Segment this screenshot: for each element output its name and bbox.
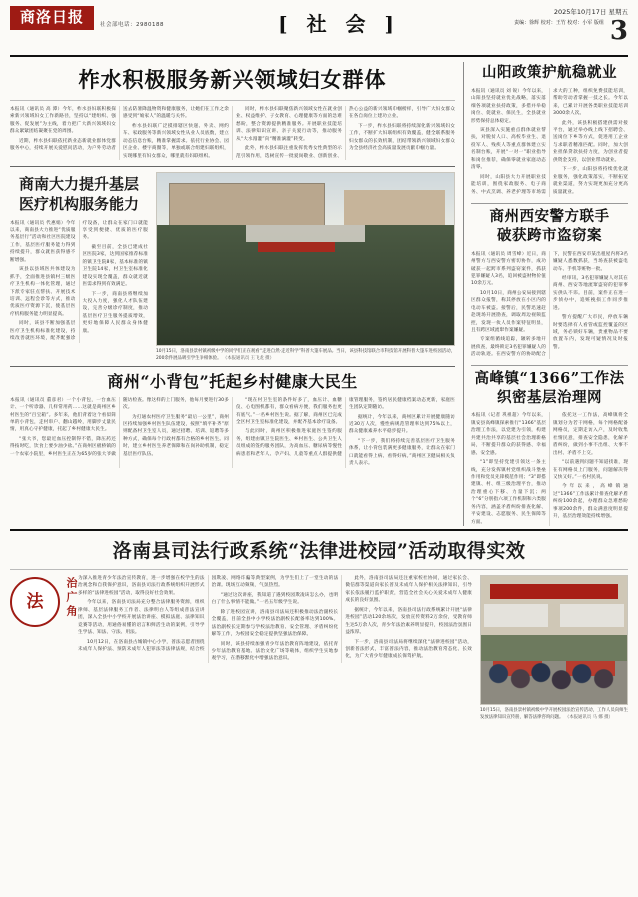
article-paragraph: 该县深入实施重点群体就业帮扶，对脱贫人口、高校毕业生、退役军人、残疾人等重点群体建立实名制台账，开展“一对一”职业指导和岗位推荐，确保零就业家庭动态清零。 [471, 128, 547, 171]
article-paragraph: 与此同时，商州区积极推进家庭医生签约服务，组建由镇卫生院医生、乡村医生、公共卫生人员组成的签约服务团队，为高血压、糖尿病等慢性病患者和老年人、孕产妇、儿童等重点人群提供健康管理服务，签约居民健康档案动态更新，家庭医生团队定期随访。 [236, 397, 455, 457]
article-paragraph: 同时，柞水县妇联聚焦新兴领域女性在就业创业、权益维护、子女教育、心理健康等方面的急难愁盼，整合资源提供精准服务。开展职业技能培训、法律知识宣讲、亲子关爱行动等，推动服务从“大水漫灌”向“精准滴灌”转变。 [236, 107, 342, 142]
article-paragraph: “现在村卫生室的条件好多了，血压计、血糖仪、心电图机都有，群众看病方便，我们服务也更有底气。”一名乡村医生说。据了解，商州区已完成全区村卫生室标准化建设，并配齐基本诊疗设备。 [236, 397, 342, 426]
article-paragraph: 此外，洛南县司法局还注重家校社协同，通过家长会、微信群等渠道向家长普及未成年人保护相关法律知识，引导家长依法履行监护职责，营造全社会关心关爱未成年人健康成长的良好氛围。 [345, 576, 472, 604]
article-with-photo [10, 172, 455, 363]
article-paragraph: 下一步，商南县将继续加大投入力度，强化人才队伍建设，完善分级诊疗制度，推动基层医疗卫生服务提质增效，更好地保障人民群众身体健康。 [82, 291, 148, 334]
sidebar-article-2-body [471, 251, 628, 359]
article-paragraph: 近期，柞水县妇联依托新业态新就业群体党群服务中心，持续开展关爱慰问活动，为户外劳动者送去防暑降温物资和健康服务，让她们在工作之余感受到“娘家人”的温暖与关怀。 [10, 107, 229, 152]
article-paragraph: 本报讯（记者 巩祖超）今年以来，镇安县高峰镇探索推行“1366”基层治理工作法，以党建为引领，构建共建共治共享的基层社会治理新格局，不断提升群众的获得感、幸福感、安全感。 [471, 413, 547, 456]
law-photo-caption: 10月15日，洛南县景村镇初级中学开展校园法治宣传活动，工作人员向师生发放法律知识宣传册，解答法律咨询问题。 （本报通讯员 马 娜 摄） [480, 708, 628, 720]
article-paragraph: 下一步，柞水县妇联将持续深化新兴领域妇女工作，不断扩大妇联组织有效覆盖，健全联系服务妇女群众的长效机制，团结带领新兴领域妇女群众为全县经济社会高质量发展贡献巾帼力量。 [349, 123, 455, 152]
masthead-right [514, 8, 628, 46]
sidebar-article-3-headline: 高峰镇“1366”工作法 织密基层治理网 [474, 369, 625, 406]
article-paragraph: “张大爷，您最近血压控制得不错，降压药还得按时吃，饮食上要少油少盐。”在商州区板桥镇的一个农家小院里，乡村医生正在为65岁的张大爷做随访检查。像这样的上门服务，他每月要进行30多次。 [10, 397, 229, 457]
article-paragraph: 除了进校园宣讲，洛南县司法局还积极推动法治副校长全覆盖，目前全县中小学校法治副校长配备率达到100%。法治副校长定期参与学校法治教育、安全管理、矛盾纠纷化解等工作，为校园安全稳定提供坚强法治保障。 [211, 609, 339, 638]
masthead-divider [10, 55, 628, 57]
department-phone: 社会部电话：2980188 [100, 22, 164, 28]
article-paragraph: 同时，山阳县大力开展职业技能培训，围绕家政服务、电子商务、中式烹调、养老护理等市场需求大的工种，组织免费技能培训，帮助劳动者掌握一技之长。今年以来，已累计开展各类职业技能培训3000余人次。 [471, 88, 628, 195]
law-activity-photo [480, 575, 628, 705]
law-badge-icon: 法 [10, 577, 60, 627]
editor-line: 责编：徐辉 校对：王竹 校对：小军 版组 [514, 19, 604, 26]
photo-credit: （本报通讯员 王飞龙 摄） [222, 355, 274, 361]
article-paragraph: 该县以县域医共体建设为抓手，全面推进县镇村三级医疗卫生机构一体化管理，通过下派专家驻点帮扶、开展技术培训、远程会诊等方式，推动优质医疗资源下沉，使基层医疗机构服务能力明显提高。 [10, 267, 76, 317]
left-article-2-body [10, 220, 148, 343]
law-side-label: 治广角 [65, 577, 78, 620]
section-divider-2 [10, 366, 455, 367]
sidebar-article-1-body [471, 88, 628, 197]
article-paragraph: 10月12日，在洛南县古城镇中心小学，普法志愿者围绕未成年人保护法、预防未成年人犯罪法等法律法规，结合校园欺凌、网络诈骗等典型案例，为学生们上了一堂生动的法治课。现场互动频频，气氛热烈。 [78, 576, 339, 652]
law-headline-divider [10, 569, 628, 570]
article-paragraph: 为深入推进青少年法治宣传教育，进一步增强在校学生的法治观念和自我保护意识，洛南县司法行政系统组织开展形式多样的“法律进校园”活动，取得良好社会效果。 [78, 576, 205, 596]
law-headline: 洛南县司法行政系统“法律进校园”活动取得实效 [112, 540, 526, 563]
mid-article-body [10, 397, 455, 468]
sidebar-divider-2 [471, 365, 628, 366]
newspaper-logo: 商洛日报 [10, 6, 94, 30]
article-paragraph: 10月10日，商州公安局接到辖区群众报警，称其停放在小区内的电动车被盗。接警后，民警迅速赶赴现场开展勘查，调取周边视频监控，发现一伙人员作案特征明显，且有跨区域流窜作案嫌疑。 [471, 290, 547, 334]
law-photo-credit: （本报通讯员 马 娜 摄） [564, 714, 613, 720]
article-paragraph: 今年以来，高峰镇通过“1366”工作法累计排查化解矛盾纠纷100余起，办理群众急难愁盼事项200余件，群众满意度明显提升，基层治理效能持续增强。 [553, 484, 628, 520]
article-paragraph: “以前遇到问题不知道找谁，现在有网格员上门服务，问题解决得又快又好。”一名村民说。 [553, 460, 628, 480]
publish-date: 2025年10月17日 星期五 [553, 8, 628, 16]
photo-caption: 10月15日，洛南县景村镇初级中学的同学们正在观看“走进自然·走近科学”科普大篷车展品。当日，该县科技馆联合市科技馆开展科普大篷车进校园活动，200余件展品吸引学生争相体验。 （本报通讯员 王飞龙 摄） [156, 349, 456, 361]
article-paragraph: “1”即坚持党建引领这一条主线，充分发挥镇村党组织战斗堡垒作用和党员先锋模范作用；“3”即搭建镇、村、组三级治理平台，推动治理重心下移、力量下沉；两个“6”分别指六项工作机制和六类服务内容，涵盖矛盾纠纷排查化解、平安建设、志愿服务、民生保障等方面。 [471, 460, 547, 525]
article-paragraph: 本报讯（通讯员 周雪峰）近日，商州警方与西安警方密切协作，成功破获一起跨市系列盗窃案件，抓获犯罪嫌疑人3名，追回被盗财物价值10余万元。 [471, 251, 547, 287]
article-paragraph: 同时，该县持续加强青少年法治教育阵地建设，依托青少年法治教育基地、法治文化广场等载体，组织学生实地参观学习，在潜移默化中增强法治意识。 [211, 641, 339, 662]
article-paragraph: 本报讯（通讯员 代惠娟）今年以来，商南县大力推进“优质服务基层行”活动和社区医院建设工作，基层医疗服务能力得到持续提升，群众就医获得感不断增强。 [10, 220, 76, 263]
masthead [10, 6, 628, 52]
top-photo-block [156, 172, 455, 363]
article-paragraph: 经审讯，3名犯罪嫌疑人对其在商州、西安等地流窜盗窃的犯罪事实供认不讳。目前，案件正在进一步侦办中，追赃挽损工作同步推进。 [553, 275, 628, 311]
main-headline: 柞水积极服务新兴领域妇女群体 [78, 67, 387, 92]
article-paragraph: 本报讯（通讯员 刘 锐）今年以来，山阳县坚持就业优先战略，落实落细各项就业扶持政策，多措并举稳岗位、促就业、保民生，全县就业形势保持总体稳定。 [471, 88, 547, 124]
headline-divider [10, 100, 455, 101]
mid-article-headline: 商州“小背包”托起乡村健康大民生 [107, 371, 358, 391]
article-paragraph: 据统计，今年以来，洛南县司法行政系统累计开展“法律进校园”活动120余场次，发放宣传资料2万余份，受教育师生达5万余人次，青少年法治素养明显提升，校园法治氛围日益浓厚。 [345, 607, 472, 636]
article-paragraph: 同时，该县不断加强基层医疗卫生机构标准化建设，持续改善就医环境，配齐配强诊疗设备，让群众在家门口就能享受到便捷、优质的医疗服务。 [10, 220, 148, 342]
masthead-left [10, 6, 164, 30]
main-column [10, 62, 455, 526]
article-paragraph: 此外，该县积极搭建供需对接平台，通过举办线上线下招聘会、送岗位下乡等方式，促进用工企业与求职者精准匹配。同时，加大创业担保贷款扶持力度，为创业者提供资金支持，以创业带动就业。 [553, 120, 628, 163]
main-article-body [10, 106, 455, 160]
sidebar-divider-1 [471, 203, 628, 204]
article-paragraph: “通过这次讲座，我知道了遇到校园欺凌该怎么办，也明白了什么事情不能做。”一名五年级学生说。 [211, 592, 339, 606]
law-article-text [78, 575, 472, 722]
sidebar-column [463, 62, 628, 526]
article-paragraph: 下一步，山阳县将持续优化就业服务，强化政策落实，不断拓宽就业渠道，努力实现更加充分更高质量就业。 [553, 167, 628, 195]
article-paragraph: 下一步，洛南县司法局将继续深化“法律进校园”活动，创新普法形式，丰富普法内容，推动法治教育常态化、长效化，为广大青少年健康成长保驾护航。 [345, 639, 472, 660]
section-divider [10, 166, 455, 167]
section-title: [ 社 会 ] [278, 12, 400, 36]
left-article-2 [10, 172, 148, 363]
law-banner [10, 575, 78, 722]
sidebar-article-1-headline: 山阳政策护航稳就业 [482, 64, 618, 81]
article-paragraph: 此外，柞水县妇联注重发挥优秀女性典型的示范引领作用，选树宣传一批爱岗敬业、创新创业、热心公益的新兴领域巾帼榜样，引导广大妇女群众在各自岗位上建功立业。 [236, 107, 455, 159]
page-body [10, 62, 628, 526]
law-photo-block [480, 575, 628, 722]
law-article-columns [78, 575, 472, 663]
article-paragraph: 专案组循线追踪，辗转多地开展侦查，最终锁定3名犯罪嫌疑人的活动轨迹。在西安警方的协助配合下，民警在西安市某出租屋内将3名嫌疑人悉数抓获，当场查获被盗电动车、手机等赃物一批。 [471, 251, 628, 358]
sidebar-article-2-headline: 商州西安警方联手 破获跨市盗窃案 [489, 207, 610, 244]
science-fair-photo [156, 172, 455, 346]
article-paragraph: 截至目前，全县已建成社区医院3家，达到国家推荐标准的镇卫生院8家，基本标准的镇卫生院14家，村卫生室标准化建设实现全覆盖，群众就近就医需求得到有效满足。 [82, 244, 148, 288]
law-section-body [10, 575, 628, 722]
article-paragraph: 今年以来，洛南县司法局充分整合法律服务资源，组织律师、基层法律服务工作者、法律明白人等组成普法宣讲团，深入全县中小学校开展法治讲座、模拟法庭、法律知识竞赛等活动，用通俗易懂的语言和鲜活生动的案例，引导学生学法、知法、守法、用法。 [78, 600, 205, 636]
article-paragraph: 柞水县妇联广泛摸排辖区快递、外卖、网约车、家政服务等新兴领域女性从业人员底数，建立动态信息台账，精准掌握需求。依托行业协会、园区企业、楼宇商圈等，单独或联合组建妇联组织，实现哪里有妇女群众，哪里就有妇联组织。 [123, 123, 229, 159]
sidebar-article-3-body [471, 412, 628, 526]
section-header [278, 8, 400, 37]
article-paragraph: 依托这一工作法，高峰镇将全镇划分为若干网格，每个网格配备网格员，定期走访入户，及时收集社情民意，排查安全隐患，化解矛盾纠纷，做到小事不出组、大事不出村、矛盾不上交。 [553, 413, 628, 456]
article-paragraph: 本报讯（通讯员 高 潭）今年，柞水县妇联积极探索新兴领域妇女工作新路径，坚持以“建组织、强服务、促发展”为主线，着力把广大新兴领域妇女群众紧紧团结凝聚在党的周围。 [10, 107, 116, 135]
article-paragraph: 本报讯（通讯员 董彦君）一个小背包，一台血压计、一个听诊器、几样常用药……这就是商州区乡村医生的“百宝箱”。多年来，他们背着这个看似简单的小背包，走村串户、翻山越岭，用脚步丈量民情，用真心守护健康，托起了乡村健康大民生。 [10, 397, 116, 433]
law-section-divider [10, 529, 628, 531]
page-number: 3 [609, 15, 628, 46]
article-paragraph: “下一步，我们将持续完善基层医疗卫生服务体系，让小背包装满更多健康服务，让群众在家门口就能看得上病、看得好病。”商州区卫健局相关负责人表示。 [349, 438, 455, 467]
left-article-2-headline: 商南大力提升基层 医疗机构服务能力 [18, 175, 139, 214]
article-paragraph: 据统计，今年以来，商州区累计开展健康随访近30万人次，慢性病规范管理率达到75%以上，群众健康素养水平稳步提升。 [349, 414, 455, 435]
article-paragraph: 为打通农村医疗卫生服务“最后一公里”，商州区持续加强乡村医生队伍建设，按照“填平补齐”原则配备村卫生室人员，通过招聘、培训、返聘等多种方式，确保每个行政村都有合格的乡村医生。同时，建立乡村医生养老保障和在岗补助机制，稳定基层医疗队伍。 [123, 414, 229, 457]
article-paragraph: 警方提醒广大市民，停放车辆时要选择有人看管或监控覆盖的区域，务必锁好车辆，贵重物品不要放置车内，发现可疑情况及时报警。 [553, 315, 628, 350]
